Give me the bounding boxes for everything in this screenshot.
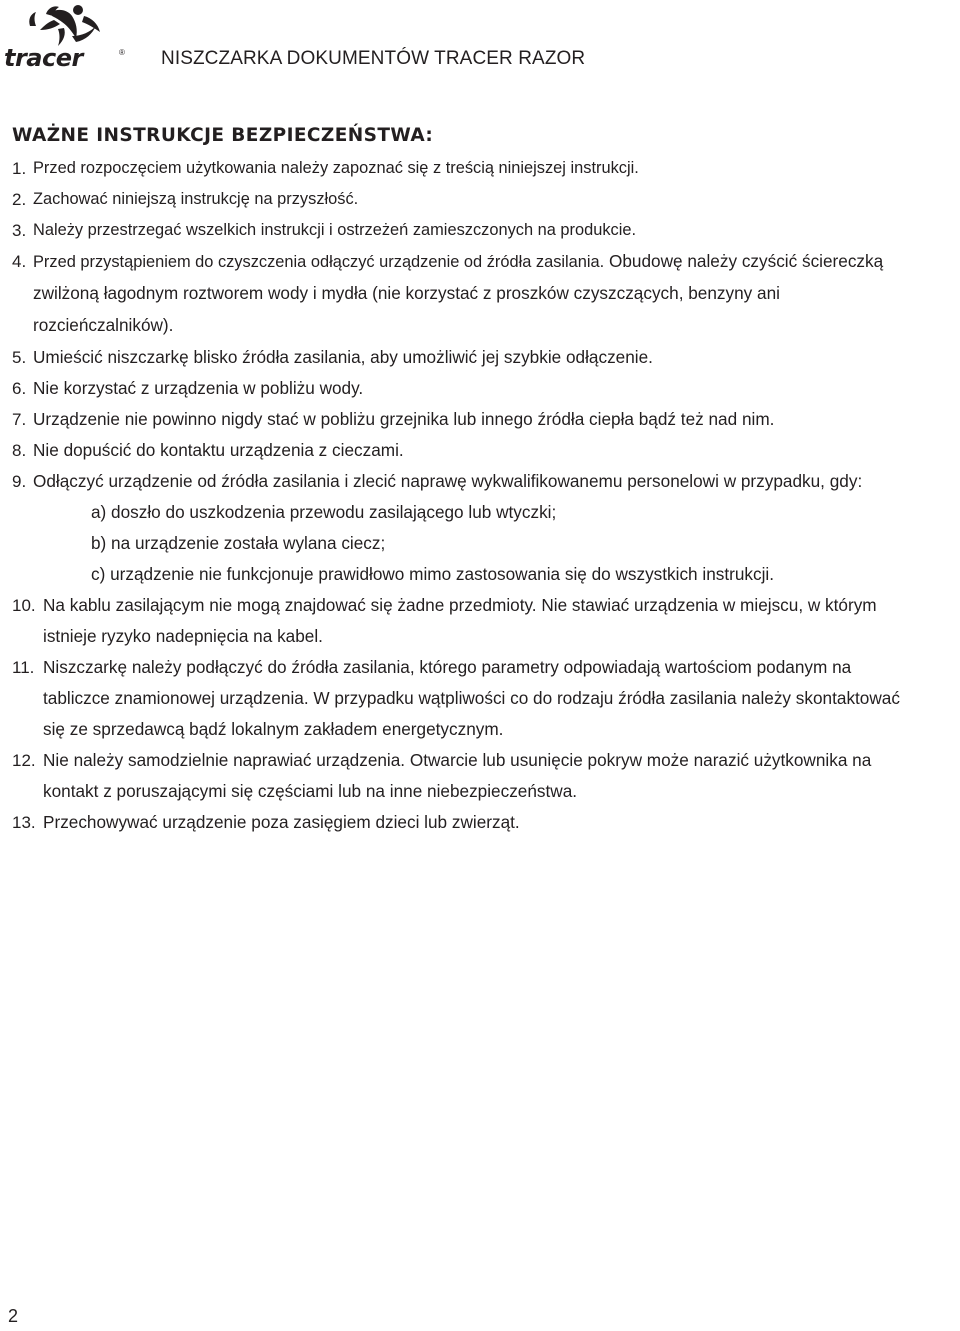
item-number: 8. — [12, 441, 27, 460]
item-number: 5. — [12, 348, 27, 367]
instruction-item — [12, 807, 912, 838]
item-number: 3. — [12, 221, 27, 240]
instruction-item — [12, 184, 912, 215]
logo-wordmark: tracer — [4, 44, 83, 72]
item-number: 4. — [12, 252, 27, 271]
item-text: Urządzenie nie powinno nigdy stać w pobliżu grzejnika lub innego źródła ciepła bądź też nad nim. — [33, 409, 775, 429]
sub-item: b) na urządzenie została wylana ciecz; — [91, 533, 386, 553]
instruction-item — [12, 652, 912, 745]
item-text-block — [12, 246, 912, 342]
item-text: Przed przystąpieniem do czyszczenia odłączyć urządzenie od źródła zasilania. — [33, 253, 605, 271]
item-text: Nie dopuścić do kontaktu urządzenia z cieczami. — [33, 440, 404, 460]
item-text: Przed rozpoczęciem użytkowania należy zapoznać się z treścią niniejszej instrukcji. — [33, 159, 639, 177]
instruction-item — [12, 590, 912, 652]
safety-instructions-section — [12, 122, 912, 838]
registered-mark: ® — [119, 48, 125, 57]
item-text: Należy przestrzegać wszelkich instrukcji i ostrzeżeń zamieszczonych na produkcie. — [33, 221, 637, 239]
item-number: 2. — [12, 190, 27, 209]
instruction-item — [12, 745, 912, 807]
section-heading: WAŻNE INSTRUKCJE BEZPIECZEŃSTWA: — [12, 125, 434, 146]
runner-figure-icon — [29, 5, 100, 46]
instruction-item — [12, 435, 912, 466]
instruction-item — [12, 342, 912, 373]
item-text: Przechowywać urządzenie poza zasięgiem dzieci lub zwierząt. — [43, 812, 520, 832]
item-text: Na kablu zasilającym nie mogą znajdować się żadne przedmioty. Nie stawiać urządzenia w miejscu, w którym istnieje ryzyko nadepnięcia na kabel. — [43, 595, 877, 646]
item-number: 12. — [12, 751, 36, 770]
item-number: 9. — [12, 472, 27, 491]
item-text: Nie należy samodzielnie naprawiać urządzenia. Otwarcie lub usunięcie pokryw może narazić użytkownika na kontakt z poruszającymi się częściami lub na inne niebezpieczeństwa. — [43, 750, 872, 801]
item-text-continued: Obudowę należy czyścić ściereczką zwilżoną łagodnym roztworem wody i mydła (nie korzystać z proszków czyszczących, benzyny ani rozcieńczalników). — [33, 251, 884, 335]
instruction-item — [12, 466, 912, 590]
sub-item: c) urządzenie nie funkcjonuje prawidłowo mimo zastosowania się do wszystkich instrukcji. — [91, 564, 775, 584]
item-number: 10. — [12, 596, 36, 615]
item-text: Zachować niniejszą instrukcję na przyszłość. — [33, 190, 359, 208]
document-title: NISZCZARKA DOKUMENTÓW TRACER RAZOR — [161, 48, 586, 69]
instruction-item — [12, 153, 912, 184]
tracer-logo — [2, 2, 130, 72]
page-number: 2 — [8, 1306, 19, 1326]
instruction-item — [12, 373, 912, 404]
item-number: 6. — [12, 379, 27, 398]
item-text: Niszczarkę należy podłączyć do źródła zasilania, którego parametry odpowiadają wartościom podanym na tabliczce znamionowej urządzenia. W przypadku wątpliwości co do rodzaju źródła zasilania należy skontaktować się ze sprzedawcą bądź lokalnym zakładem energetycznym. — [43, 657, 900, 739]
item-number: 13. — [12, 813, 36, 832]
sub-item: a) doszło do uszkodzenia przewodu zasilającego lub wtyczki; — [91, 502, 557, 522]
item-text: Umieścić niszczarkę blisko źródła zasilania, aby umożliwić jej szybkie odłączenie. — [33, 347, 653, 367]
instruction-item — [12, 215, 912, 246]
instruction-item — [12, 404, 912, 435]
item-number: 7. — [12, 410, 27, 429]
item-number: 1. — [12, 159, 27, 178]
item-text: Nie korzystać z urządzenia w pobliżu wody. — [33, 378, 364, 398]
item-number: 11. — [12, 658, 35, 677]
instruction-item — [12, 246, 912, 342]
item-text: Odłączyć urządzenie od źródła zasilania i zlecić naprawę wykwalifikowanemu personelowi w przypadku, gdy: — [33, 471, 863, 491]
page-header — [0, 0, 960, 80]
